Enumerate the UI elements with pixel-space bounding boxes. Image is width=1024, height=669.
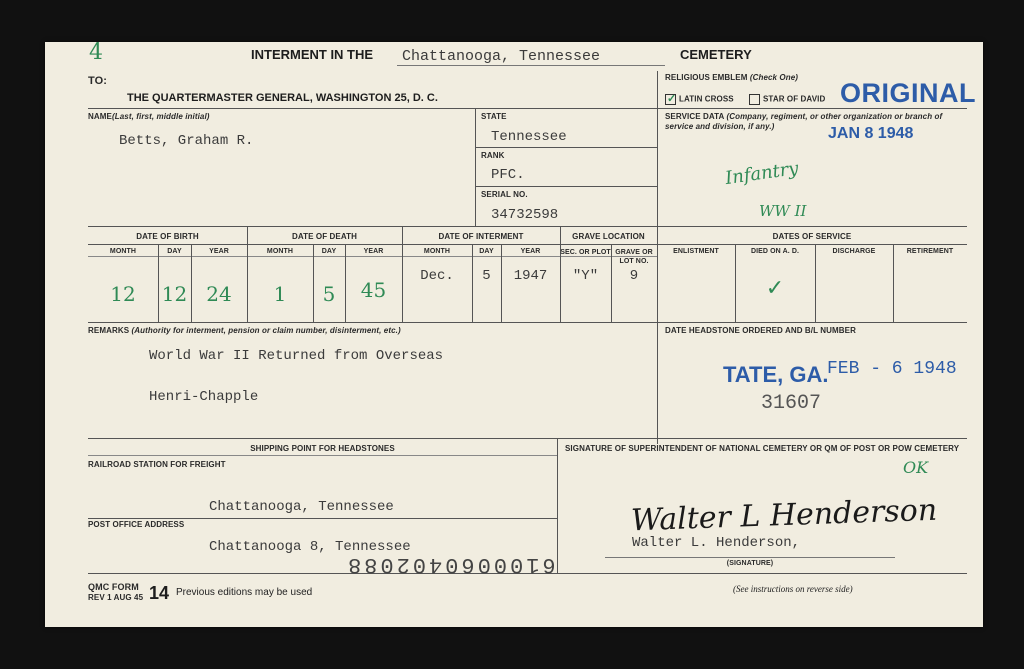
service-date-stamp: JAN 8 1948 (828, 125, 914, 142)
remarks-label: REMARKS (Authority for interment, pension or claim number, disinterment, etc.) (88, 326, 401, 335)
rank-value: PFC. (491, 167, 525, 183)
dod-month: 1 (273, 282, 287, 306)
line-above-shipping (88, 438, 967, 439)
cemetery-name: Chattanooga, Tennessee (402, 48, 601, 65)
typed-signer-name: Walter L. Henderson, (632, 535, 801, 551)
headstone-order-label: DATE HEADSTONE ORDERED AND B/L NUMBER (665, 326, 856, 335)
doi-day-label: DAY (479, 248, 494, 255)
dob-year-label: YEAR (209, 248, 229, 255)
reverse-instructions: (See instructions on reverse side) (733, 584, 853, 594)
died-on-ad-check-icon: ✓ (765, 276, 785, 301)
shipping-label: SHIPPING POINT FOR HEADSTONES (250, 444, 395, 453)
serial-label: SERIAL NO. (481, 190, 528, 199)
signature-label: SIGNATURE OF SUPERINTENDENT OF NATIONAL CEMETERY OR QM OF POST OR POW CEMETERY (565, 444, 960, 453)
rail-label: RAILROAD STATION FOR FREIGHT (88, 460, 226, 469)
rank-label: RANK (481, 151, 505, 160)
dod-year: 45 (360, 278, 387, 302)
enlistment-label: ENLISTMENT (673, 248, 719, 255)
to-label: TO: (88, 75, 108, 87)
corner-number: 4 (89, 40, 103, 65)
doi-year-label: YEAR (520, 248, 541, 255)
name-label: NAME(Last, first, middle initial) (88, 112, 210, 121)
died-on-ad-label: DIED ON A. D. (750, 248, 800, 255)
emblem-star-of-david[interactable]: STAR OF DAVID (749, 94, 825, 105)
retirement-label: RETIREMENT (906, 248, 954, 255)
religious-emblem-label: RELIGIOUS EMBLEM (Check One) (665, 73, 799, 82)
line-under-emblem (657, 108, 967, 109)
discharge-label: DISCHARGE (832, 248, 876, 255)
interment-label: INTERMENT IN THE (251, 47, 374, 62)
dob-month: 12 (110, 282, 136, 306)
state-value: Tennessee (491, 129, 567, 145)
post-office-label: POST OFFICE ADDRESS (88, 520, 185, 529)
line-under-dates (88, 322, 967, 323)
handwritten-signature: Walter L Henderson (630, 492, 938, 539)
divider-shipping-signature (557, 438, 558, 573)
remarks-line-2: Henri-Chapple (149, 389, 259, 405)
ok-mark: OK (903, 458, 929, 477)
grave-lot-value: 9 (629, 268, 639, 284)
dod-year-label: YEAR (363, 248, 384, 255)
bl-number: 31607 (761, 392, 822, 415)
cemetery-label: CEMETERY (680, 47, 752, 62)
dates-of-service-label: DATES OF SERVICE (772, 232, 852, 241)
headstone-stamp-place: TATE, GA. (723, 362, 829, 387)
divider-right-column (657, 71, 658, 444)
original-stamp: ORIGINAL (840, 78, 976, 108)
service-war-handwritten: WW II (759, 202, 807, 220)
headstone-card (45, 42, 983, 627)
line-under-rail (88, 518, 557, 519)
dod-day: 5 (322, 282, 336, 306)
grave-sec-label: SEC. OR PLOT (560, 249, 611, 256)
doi-month-label: MONTH (423, 248, 451, 255)
signature-line (605, 557, 895, 558)
line-under-shipping-label (88, 455, 557, 456)
checkbox-star-of-david[interactable] (749, 94, 760, 105)
divider-died (815, 244, 816, 322)
dod-month-label: MONTH (266, 248, 294, 255)
line-under-rank (475, 186, 657, 187)
dob-year: 24 (206, 282, 232, 306)
form-label: QMC FORM (88, 582, 139, 592)
state-label: STATE (481, 112, 507, 121)
dod-label: DATE OF DEATH (292, 232, 357, 241)
rail-value: Chattanooga, Tennessee (209, 499, 394, 515)
divider-name-state (475, 108, 476, 226)
service-branch-handwritten: Infantry (723, 157, 800, 190)
doi-month: Dec. (420, 268, 454, 284)
cemetery-underline (397, 65, 665, 66)
filing-number: 6100060402088 (345, 552, 556, 577)
line-under-name (88, 226, 967, 227)
post-office-value: Chattanooga 8, Tennessee (209, 539, 411, 555)
grave-sec-value: "Y" (572, 268, 599, 284)
line-under-date-group (88, 244, 967, 245)
signature-caption: (SIGNATURE) (726, 560, 774, 567)
service-data-label: SERVICE DATA (Company, regiment, or other organization or branch of service and division, if any.) (665, 112, 943, 131)
dob-month-label: MONTH (109, 248, 137, 255)
remarks-line-1: World War II Returned from Overseas (149, 348, 444, 364)
dob-day-label: DAY (167, 248, 182, 255)
name-value: Betts, Graham R. (119, 133, 254, 149)
dob-label: DATE OF BIRTH (136, 232, 199, 241)
line-under-state (475, 147, 657, 148)
form-rev: REV 1 AUG 45 (88, 593, 144, 602)
doi-label: DATE OF INTERMENT (438, 232, 524, 241)
form-number: 14 (149, 583, 170, 603)
doi-day: 5 (482, 268, 491, 284)
headstone-stamp-date: FEB - 6 1948 (827, 359, 957, 379)
serial-value: 34732598 (491, 207, 559, 223)
dod-day-label: DAY (321, 248, 337, 255)
doi-year: 1947 (513, 268, 548, 284)
dob-day: 12 (161, 282, 188, 306)
grave-location-label: GRAVE LOCATION (572, 232, 645, 241)
emblem-latin-cross[interactable]: ✓ LATIN CROSS (667, 93, 734, 105)
addressee: THE QUARTERMASTER GENERAL, WASHINGTON 25, D. C. (127, 92, 438, 104)
grave-lot-label: GRAVE OR LOT NO. (615, 249, 653, 265)
line-under-to (88, 108, 657, 109)
previous-editions-note: Previous editions may be used (176, 587, 313, 598)
checkbox-latin-cross[interactable]: ✓ (667, 93, 677, 105)
divider-discharge (893, 244, 894, 322)
